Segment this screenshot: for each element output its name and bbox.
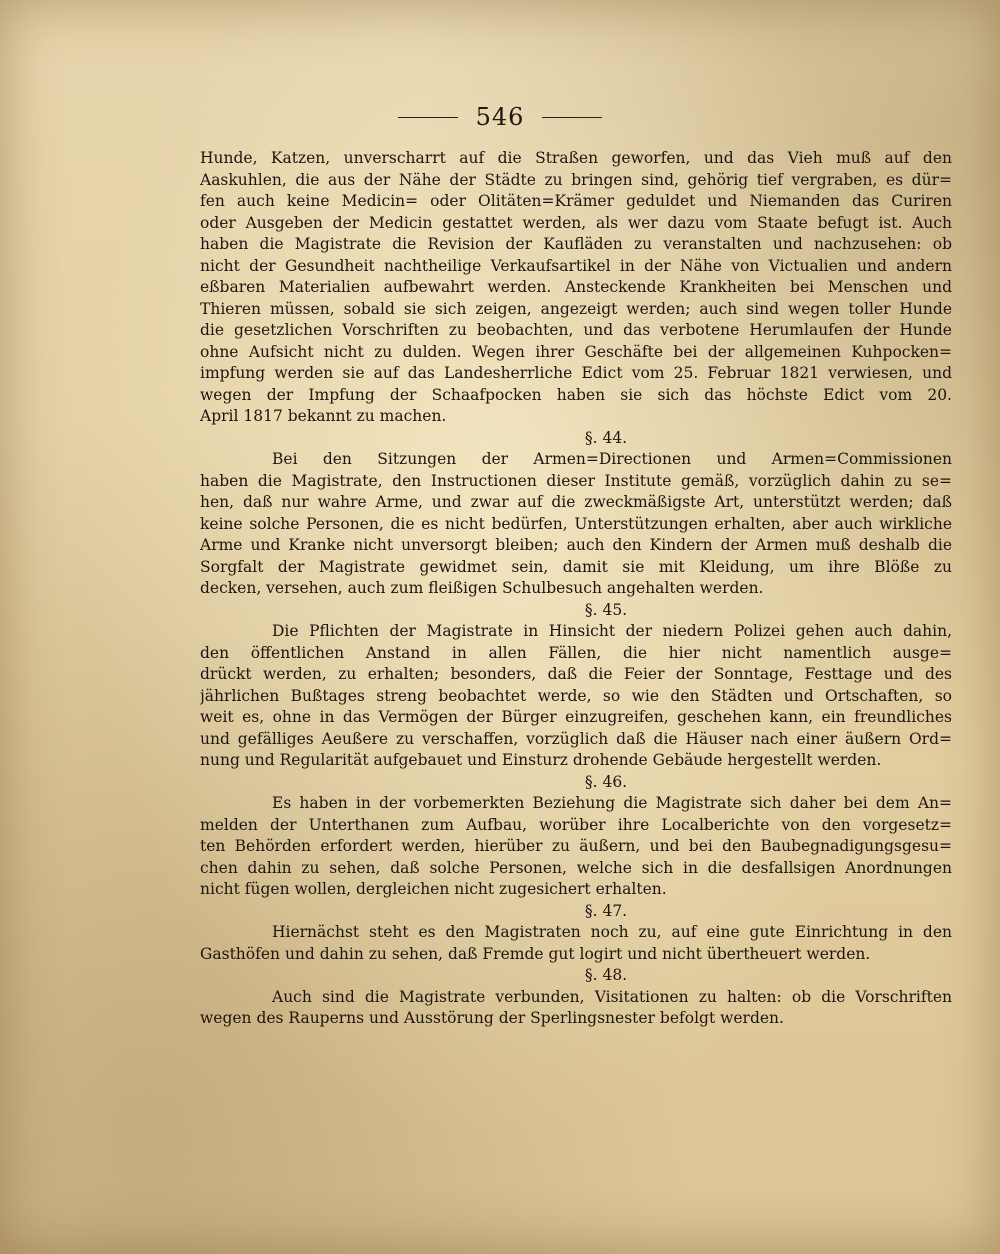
- text-line: Aaskuhlen, die aus der Nähe der Städte zu bringen sind, gehörig tief vergraben, es dür=: [200, 170, 952, 189]
- text-line: jährlichen Bußtages streng beobachtet werde, so wie den Städten und Ortschaften, so: [200, 686, 952, 705]
- body-text: [200, 148, 952, 1030]
- text-line: haben die Magistrate, den Instructionen dieser Institute gemäß, vorzüglich dahin zu se=: [200, 471, 952, 490]
- text-line: Hunde, Katzen, unverscharrt auf die Straßen geworfen, und das Vieh muß auf den: [200, 149, 952, 167]
- page-header: [0, 100, 1000, 134]
- text-line: und gefälliges Aeußere zu verschaffen, vorzüglich daß die Häuser nach einer äußern Ord=: [200, 729, 952, 748]
- text-line: nicht fügen wollen, dergleichen nicht zugesichert erhalten.: [200, 880, 667, 898]
- page-number: 546: [475, 103, 525, 131]
- text-line: die gesetzlichen Vorschriften zu beobachten, und das verbotene Herumlaufen der Hunde: [200, 321, 952, 339]
- text-line: Thieren müssen, sobald sie sich zeigen, angezeigt werden; auch sind wegen toller Hunde: [200, 299, 952, 318]
- text-line: weit es, ohne in das Vermögen der Bürger einzugreifen, geschehen kann, ein freundliches: [200, 708, 952, 726]
- text-line: oder Ausgeben der Medicin gestattet werden, als wer dazu vom Staate befugt ist. Auch: [200, 213, 952, 232]
- text-line: hen, daß nur wahre Arme, und zwar auf die zweckmäßigste Art, unterstützt werden; daß: [200, 493, 952, 511]
- section-heading-45: §. 45.: [584, 600, 628, 619]
- header-rule-left: [398, 117, 458, 118]
- text-line: Hiernächst steht es den Magistraten noch zu, auf eine gute Einrichtung in den: [272, 923, 952, 941]
- text-line: drückt werden, zu erhalten; besonders, daß die Feier der Sonntage, Festtage und des: [200, 665, 952, 683]
- text-line: melden der Unterthanen zum Aufbau, worüber ihre Localberichte von den vorgesetz=: [200, 815, 952, 834]
- text-line: haben die Magistrate die Revision der Kaufläden zu veranstalten und nachzusehen: ob: [200, 235, 952, 253]
- section-heading-44: §. 44.: [584, 428, 628, 447]
- text-line: nicht der Gesundheit nachtheilige Verkaufsartikel in der Nähe von Victualien und andern: [200, 256, 952, 275]
- text-line: ten Behörden erfordert werden, hierüber zu äußern, und bei den Baubegnadigungsgesu=: [200, 837, 952, 855]
- text-line: decken, versehen, auch zum fleißigen Schulbesuch angehalten werden.: [200, 579, 764, 597]
- text-line: nung und Regularität aufgebauet und Einsturz drohende Gebäude hergestellt werden.: [200, 751, 882, 769]
- section-heading-48: §. 48.: [584, 966, 628, 984]
- text-line: impfung werden sie auf das Landesherrliche Edict vom 25. Februar 1821 verwiesen, und: [200, 364, 952, 382]
- text-line: Die Pflichten der Magistrate in Hinsicht der niedern Polizei gehen auch dahin,: [272, 622, 952, 640]
- section-heading-46: §. 46.: [584, 772, 628, 791]
- text-line: eßbaren Materialien aufbewahrt werden. Ansteckende Krankheiten bei Menschen und: [200, 278, 952, 296]
- text-line: fen auch keine Medicin= oder Olitäten=Krämer geduldet und Niemanden das Curiren: [200, 192, 952, 210]
- text-line: Sorgfalt der Magistrate gewidmet sein, damit sie mit Kleidung, um ihre Blöße zu: [200, 557, 952, 576]
- text-line: Gasthöfen und dahin zu sehen, daß Fremde gut logirt und nicht übertheuert werden.: [200, 944, 871, 963]
- text-line: Es haben in der vorbemerkten Beziehung die Magistrate sich daher bei dem An=: [272, 794, 952, 812]
- text-line: wegen der Impfung der Schaafpocken haben sie sich das höchste Edict vom 20.: [200, 385, 952, 404]
- text-line: wegen des Rauperns und Ausstörung der Sperlingsnester befolgt werden.: [200, 1009, 784, 1027]
- header-rule-right: [542, 117, 602, 118]
- text-line: den öffentlichen Anstand in allen Fällen, die hier nicht namentlich ausge=: [200, 643, 952, 662]
- text-line: Arme und Kranke nicht unversorgt bleiben; auch den Kindern der Armen muß deshalb die: [200, 536, 952, 554]
- text-line: April 1817 bekannt zu machen.: [200, 407, 447, 425]
- section-heading-47: §. 47.: [584, 901, 628, 920]
- text-line: Auch sind die Magistrate verbunden, Visitationen zu halten: ob die Vorschriften: [272, 987, 952, 1006]
- text-line: keine solche Personen, die es nicht bedürfen, Unterstützungen erhalten, aber auch wirkliche: [200, 514, 952, 533]
- text-line: chen dahin zu sehen, daß solche Personen, welche sich in die desfallsigen Anordnungen: [200, 858, 952, 877]
- text-line: Bei den Sitzungen der Armen=Directionen und Armen=Commissionen: [272, 450, 952, 468]
- text-line: ohne Aufsicht nicht zu dulden. Wegen ihrer Geschäfte bei der allgemeinen Kuhpocken=: [200, 342, 952, 361]
